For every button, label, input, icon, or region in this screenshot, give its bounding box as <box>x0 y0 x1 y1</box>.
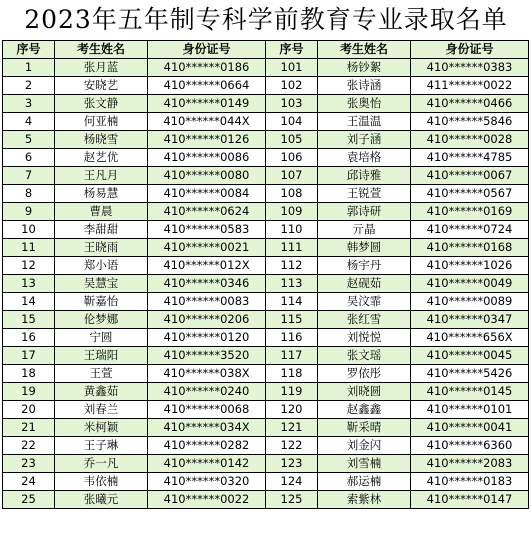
cell-name-left[interactable]: 张曦元 <box>55 491 148 509</box>
table-row <box>3 203 529 221</box>
cell-id-left[interactable]: 410******0142 <box>148 455 266 473</box>
cell-id-right[interactable]: 410******0567 <box>411 185 529 203</box>
cell-name-left[interactable]: 赵艺优 <box>55 149 148 167</box>
cell-id-right[interactable]: 410******0169 <box>411 203 529 221</box>
cell-id-right[interactable]: 410******0028 <box>411 131 529 149</box>
cell-name-left[interactable]: 曹晨 <box>55 203 148 221</box>
spreadsheet-sheet <box>2 0 530 537</box>
cell-serial-left[interactable]: 20 <box>3 401 55 419</box>
cell-serial-right[interactable]: 101 <box>266 59 318 77</box>
cell-serial-left[interactable]: 12 <box>3 257 55 275</box>
table-row <box>3 329 529 347</box>
cell-id-left[interactable]: 410******038X <box>148 365 266 383</box>
table-row <box>3 383 529 401</box>
cell-id-left[interactable]: 410******0186 <box>148 59 266 77</box>
cell-name-right[interactable]: 张文瑶 <box>318 347 411 365</box>
table-row <box>3 185 529 203</box>
cell-id-left[interactable]: 410******012X <box>148 257 266 275</box>
cell-serial-right[interactable]: 111 <box>266 239 318 257</box>
admission-table <box>2 40 529 509</box>
cell-name-left[interactable]: 靳嘉怡 <box>55 293 148 311</box>
cell-serial-left[interactable]: 22 <box>3 437 55 455</box>
cell-id-right[interactable]: 410******1026 <box>411 257 529 275</box>
table-row <box>3 311 529 329</box>
cell-serial-right[interactable]: 115 <box>266 311 318 329</box>
header-serial-right[interactable]: 序号 <box>266 41 318 59</box>
cell-name-left[interactable]: 刘春兰 <box>55 401 148 419</box>
cell-serial-right[interactable]: 120 <box>266 401 318 419</box>
table-header-row <box>3 41 529 59</box>
cell-name-right[interactable]: 郝运楠 <box>318 473 411 491</box>
header-serial-left[interactable]: 序号 <box>3 41 55 59</box>
cell-name-right[interactable]: 刘金闪 <box>318 437 411 455</box>
cell-name-left[interactable]: 伦梦娜 <box>55 311 148 329</box>
cell-serial-left[interactable]: 13 <box>3 275 55 293</box>
cell-name-left[interactable]: 米柯颖 <box>55 419 148 437</box>
table-row <box>3 473 529 491</box>
cell-serial-right[interactable]: 107 <box>266 167 318 185</box>
cell-id-right[interactable]: 410******0466 <box>411 95 529 113</box>
table-row <box>3 365 529 383</box>
cell-name-left[interactable]: 李甜甜 <box>55 221 148 239</box>
cell-name-left[interactable]: 王瑞阳 <box>55 347 148 365</box>
cell-id-right[interactable]: 410******2083 <box>411 455 529 473</box>
table-row <box>3 239 529 257</box>
cell-name-right[interactable]: 刘子涵 <box>318 131 411 149</box>
cell-name-right[interactable]: 赵鑫鑫 <box>318 401 411 419</box>
cell-serial-right[interactable]: 122 <box>266 437 318 455</box>
cell-serial-right[interactable]: 112 <box>266 257 318 275</box>
table-row <box>3 131 529 149</box>
cell-serial-right[interactable]: 118 <box>266 365 318 383</box>
cell-serial-left[interactable]: 2 <box>3 77 55 95</box>
cell-id-right[interactable]: 410******6360 <box>411 437 529 455</box>
cell-id-left[interactable]: 410******3520 <box>148 347 266 365</box>
cell-name-right[interactable]: 索紫林 <box>318 491 411 509</box>
cell-name-left[interactable]: 王晓雨 <box>55 239 148 257</box>
cell-name-right[interactable]: 吴汶霏 <box>318 293 411 311</box>
cell-serial-right[interactable]: 123 <box>266 455 318 473</box>
cell-name-right[interactable]: 张诗涵 <box>318 77 411 95</box>
cell-id-right[interactable]: 410******656X <box>411 329 529 347</box>
header-name-left[interactable]: 考生姓名 <box>55 41 148 59</box>
table-row <box>3 455 529 473</box>
cell-name-right[interactable]: 张红雪 <box>318 311 411 329</box>
table-row <box>3 275 529 293</box>
cell-serial-left[interactable]: 23 <box>3 455 55 473</box>
cell-serial-left[interactable]: 15 <box>3 311 55 329</box>
cell-name-right[interactable]: 杨宇丹 <box>318 257 411 275</box>
cell-id-left[interactable]: 410******0664 <box>148 77 266 95</box>
cell-id-right[interactable]: 410******0183 <box>411 473 529 491</box>
cell-name-right[interactable]: 刘雪楠 <box>318 455 411 473</box>
cell-serial-right[interactable]: 113 <box>266 275 318 293</box>
cell-id-right[interactable]: 410******0089 <box>411 293 529 311</box>
cell-id-right[interactable]: 410******0724 <box>411 221 529 239</box>
cell-serial-left[interactable]: 4 <box>3 113 55 131</box>
table-row <box>3 437 529 455</box>
cell-name-right[interactable]: 王温温 <box>318 113 411 131</box>
cell-serial-right[interactable]: 106 <box>266 149 318 167</box>
cell-id-right[interactable]: 410******0101 <box>411 401 529 419</box>
table-row <box>3 59 529 77</box>
cell-name-left[interactable]: 张文静 <box>55 95 148 113</box>
cell-serial-right[interactable]: 102 <box>266 77 318 95</box>
cell-id-left[interactable]: 410******0080 <box>148 167 266 185</box>
cell-serial-left[interactable]: 19 <box>3 383 55 401</box>
cell-serial-left[interactable]: 7 <box>3 167 55 185</box>
cell-name-left[interactable]: 乔一凡 <box>55 455 148 473</box>
cell-serial-left[interactable]: 21 <box>3 419 55 437</box>
cell-serial-right[interactable]: 117 <box>266 347 318 365</box>
cell-id-left[interactable]: 410******0120 <box>148 329 266 347</box>
cell-name-left[interactable]: 吴慧宝 <box>55 275 148 293</box>
cell-serial-right[interactable]: 105 <box>266 131 318 149</box>
cell-serial-left[interactable]: 25 <box>3 491 55 509</box>
cell-name-right[interactable]: 韩梦圆 <box>318 239 411 257</box>
table-row <box>3 293 529 311</box>
page-title: 2023年五年制专科学前教育专业录取名单 <box>24 5 508 34</box>
table-row <box>3 419 529 437</box>
cell-serial-left[interactable]: 3 <box>3 95 55 113</box>
cell-name-right[interactable]: 亓晶 <box>318 221 411 239</box>
cell-id-right[interactable]: 410******4785 <box>411 149 529 167</box>
cell-id-left[interactable]: 410******0282 <box>148 437 266 455</box>
cell-name-right[interactable]: 郭诗研 <box>318 203 411 221</box>
cell-serial-left[interactable]: 6 <box>3 149 55 167</box>
cell-serial-right[interactable]: 103 <box>266 95 318 113</box>
cell-name-right[interactable]: 赵砚茹 <box>318 275 411 293</box>
cell-id-right[interactable]: 410******0145 <box>411 383 529 401</box>
cell-serial-right[interactable]: 124 <box>266 473 318 491</box>
cell-id-right[interactable]: 410******0045 <box>411 347 529 365</box>
cell-name-left[interactable]: 杨晓雪 <box>55 131 148 149</box>
cell-name-left[interactable]: 韦依楠 <box>55 473 148 491</box>
cell-id-left[interactable]: 410******0021 <box>148 239 266 257</box>
cell-id-left[interactable]: 410******0240 <box>148 383 266 401</box>
cell-id-left[interactable]: 410******0022 <box>148 491 266 509</box>
cell-serial-left[interactable]: 8 <box>3 185 55 203</box>
cell-name-left[interactable]: 宁圆 <box>55 329 148 347</box>
cell-id-left[interactable]: 410******0149 <box>148 95 266 113</box>
cell-id-right[interactable]: 410******5426 <box>411 365 529 383</box>
cell-id-right[interactable]: 410******0383 <box>411 59 529 77</box>
cell-id-left[interactable]: 410******0126 <box>148 131 266 149</box>
cell-serial-left[interactable]: 5 <box>3 131 55 149</box>
cell-name-right[interactable]: 刘悦悦 <box>318 329 411 347</box>
cell-serial-right[interactable]: 119 <box>266 383 318 401</box>
cell-name-left[interactable]: 张月蓝 <box>55 59 148 77</box>
cell-id-left[interactable]: 410******0083 <box>148 293 266 311</box>
cell-id-right[interactable]: 410******0147 <box>411 491 529 509</box>
cell-serial-right[interactable]: 108 <box>266 185 318 203</box>
cell-name-right[interactable]: 罗依彤 <box>318 365 411 383</box>
cell-name-left[interactable]: 王凡月 <box>55 167 148 185</box>
cell-name-left[interactable]: 何亚楠 <box>55 113 148 131</box>
cell-serial-left[interactable]: 10 <box>3 221 55 239</box>
table-row <box>3 491 529 509</box>
cell-serial-right[interactable]: 125 <box>266 491 318 509</box>
cell-serial-right[interactable]: 116 <box>266 329 318 347</box>
header-id-left[interactable]: 身份证号 <box>148 41 266 59</box>
table-row <box>3 257 529 275</box>
table-row <box>3 221 529 239</box>
cell-name-left[interactable]: 王萱 <box>55 365 148 383</box>
cell-id-right[interactable]: 410******0168 <box>411 239 529 257</box>
cell-id-left[interactable]: 410******034X <box>148 419 266 437</box>
cell-id-right[interactable]: 411******0022 <box>411 77 529 95</box>
cell-serial-left[interactable]: 11 <box>3 239 55 257</box>
cell-name-left[interactable]: 郑小语 <box>55 257 148 275</box>
cell-serial-right[interactable]: 109 <box>266 203 318 221</box>
table-row <box>3 347 529 365</box>
table-row <box>3 95 529 113</box>
cell-serial-left[interactable]: 14 <box>3 293 55 311</box>
cell-name-right[interactable]: 靳采晴 <box>318 419 411 437</box>
cell-id-left[interactable]: 410******0346 <box>148 275 266 293</box>
table-row <box>3 113 529 131</box>
cell-serial-right[interactable]: 110 <box>266 221 318 239</box>
cell-name-left[interactable]: 杨易慧 <box>55 185 148 203</box>
cell-name-right[interactable]: 张奥怡 <box>318 95 411 113</box>
cell-id-right[interactable]: 410******0049 <box>411 275 529 293</box>
cell-serial-left[interactable]: 1 <box>3 59 55 77</box>
cell-serial-right[interactable]: 104 <box>266 113 318 131</box>
cell-name-right[interactable]: 刘晓圆 <box>318 383 411 401</box>
cell-id-left[interactable]: 410******0624 <box>148 203 266 221</box>
table-row <box>3 77 529 95</box>
cell-name-right[interactable]: 袁培格 <box>318 149 411 167</box>
cell-id-left[interactable]: 410******044X <box>148 113 266 131</box>
cell-serial-left[interactable]: 17 <box>3 347 55 365</box>
table-row <box>3 167 529 185</box>
cell-name-right[interactable]: 杨钞絮 <box>318 59 411 77</box>
table-row <box>3 401 529 419</box>
cell-name-left[interactable]: 王子琳 <box>55 437 148 455</box>
cell-id-left[interactable]: 410******0320 <box>148 473 266 491</box>
table-row <box>3 149 529 167</box>
cell-name-left[interactable]: 安晓艺 <box>55 77 148 95</box>
table-body <box>3 59 529 509</box>
cell-serial-left[interactable]: 24 <box>3 473 55 491</box>
cell-id-left[interactable]: 410******0086 <box>148 149 266 167</box>
cell-id-right[interactable]: 410******0067 <box>411 167 529 185</box>
cell-id-left[interactable]: 410******0206 <box>148 311 266 329</box>
cell-name-left[interactable]: 黄鑫茹 <box>55 383 148 401</box>
cell-id-right[interactable]: 410******5846 <box>411 113 529 131</box>
cell-id-right[interactable]: 410******0041 <box>411 419 529 437</box>
cell-name-right[interactable]: 王锐萱 <box>318 185 411 203</box>
cell-id-right[interactable]: 410******0347 <box>411 311 529 329</box>
cell-serial-left[interactable]: 9 <box>3 203 55 221</box>
header-name-right[interactable]: 考生姓名 <box>318 41 411 59</box>
cell-id-left[interactable]: 410******0068 <box>148 401 266 419</box>
cell-serial-left[interactable]: 18 <box>3 365 55 383</box>
cell-id-left[interactable]: 410******0583 <box>148 221 266 239</box>
cell-name-right[interactable]: 邱诗雅 <box>318 167 411 185</box>
cell-serial-left[interactable]: 16 <box>3 329 55 347</box>
cell-id-left[interactable]: 410******0084 <box>148 185 266 203</box>
cell-serial-right[interactable]: 121 <box>266 419 318 437</box>
header-id-right[interactable]: 身份证号 <box>411 41 529 59</box>
cell-serial-right[interactable]: 114 <box>266 293 318 311</box>
